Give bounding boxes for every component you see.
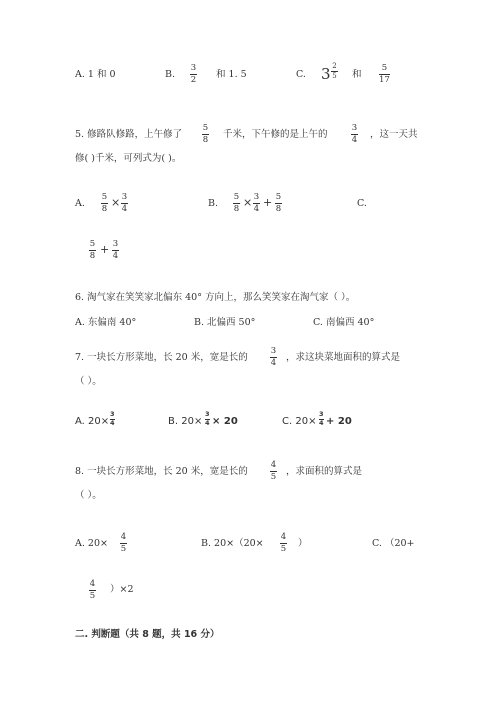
numerator: 3 bbox=[351, 123, 358, 133]
q4-option-b-fraction bbox=[190, 64, 197, 85]
numerator: 3 bbox=[205, 410, 210, 418]
q7-option-a: A. 20× bbox=[75, 416, 110, 427]
q4-option-c-fraction bbox=[331, 63, 338, 80]
q8-option-b: B. 20×（20× bbox=[201, 538, 264, 549]
denominator: 4 bbox=[253, 204, 260, 214]
q7-text-part2: ，求这块菜地面积的算式是 bbox=[286, 352, 401, 363]
q8-fraction bbox=[270, 461, 277, 482]
denominator: 4 bbox=[112, 251, 119, 261]
q8-answer-blank: （ ）。 bbox=[75, 490, 102, 501]
q5-option-b-frac-1 bbox=[233, 193, 240, 214]
numerator: 5 bbox=[89, 239, 96, 249]
q8-option-c: C. （20+ bbox=[372, 538, 415, 549]
denominator: 8 bbox=[202, 135, 209, 145]
section-heading: 二. 判断题（共 8 题，共 16 分） bbox=[75, 629, 220, 640]
denominator: 17 bbox=[379, 75, 390, 85]
denominator: 4 bbox=[110, 419, 115, 427]
q5-text-part3: ，这一天共 bbox=[370, 129, 418, 140]
q4-option-c-fraction-2 bbox=[379, 64, 390, 85]
numerator: 5 bbox=[233, 192, 240, 202]
q5-option-a-frac-2 bbox=[121, 193, 128, 214]
q8-option-c-fraction bbox=[89, 580, 96, 601]
q8-option-a: A. 20× bbox=[75, 538, 108, 549]
q5-option-b-label: B. bbox=[208, 198, 219, 209]
numerator: 3 bbox=[319, 410, 324, 418]
q4-option-c-label: C. bbox=[296, 69, 306, 80]
denominator: 5 bbox=[120, 544, 127, 554]
denominator: 4 bbox=[205, 419, 210, 427]
numerator: 3 bbox=[190, 63, 197, 73]
q8-text-part1: 8. 一块长方形菜地，长 20 米，宽是长的 bbox=[75, 466, 248, 477]
q5-option-c-label: C. bbox=[357, 198, 367, 209]
q5-fraction-1 bbox=[202, 124, 209, 145]
q8-option-b-fraction bbox=[280, 533, 287, 554]
q6-option-c: C. 南偏西 40° bbox=[313, 317, 375, 328]
numerator: 3 bbox=[121, 192, 128, 202]
numerator: 5 bbox=[202, 123, 209, 133]
q7-option-b-fraction bbox=[205, 411, 210, 427]
q5-text-part2: 千米，下午修的是上午的 bbox=[223, 129, 328, 140]
numerator: 5 bbox=[381, 63, 388, 73]
denominator: 8 bbox=[233, 204, 240, 214]
q5-text-line2: 修( )千米，可列式为( )。 bbox=[75, 153, 182, 164]
q5-option-a-label: A. bbox=[75, 198, 85, 209]
q6-option-a: A. 东偏南 40° bbox=[75, 317, 137, 328]
q5-text-part1: 5. 修路队修路，上午修了 bbox=[75, 129, 183, 140]
q4-option-b-label: B. bbox=[165, 69, 176, 80]
q7-option-c: C. 20× bbox=[282, 416, 317, 427]
q7-option-c-tail: + 20 bbox=[326, 416, 352, 427]
numerator: 4 bbox=[270, 460, 277, 470]
q7-option-b: B. 20× bbox=[168, 416, 203, 427]
numerator: 4 bbox=[89, 579, 96, 589]
q8-option-a-fraction bbox=[120, 533, 127, 554]
numerator: 4 bbox=[120, 532, 127, 542]
q7-fraction bbox=[270, 347, 277, 368]
q5-option-c-frac-1 bbox=[89, 240, 96, 261]
q5-option-b-frac-2 bbox=[253, 193, 260, 214]
q4-option-b-tail: 和 1. 5 bbox=[216, 69, 247, 80]
q5-option-b-op-2: + bbox=[263, 196, 273, 209]
denominator: 4 bbox=[270, 358, 277, 368]
q6-text: 6. 淘气家在笑笑家北偏东 40° 方向上，那么笑笑家在淘气家（ ）。 bbox=[75, 292, 356, 303]
q7-option-b-tail: × 20 bbox=[212, 416, 238, 427]
q8-option-b-tail: ） bbox=[298, 538, 308, 549]
denominator: 4 bbox=[351, 135, 358, 145]
q5-fraction-2 bbox=[351, 124, 358, 145]
numerator: 5 bbox=[101, 192, 108, 202]
q5-option-b-op-1: × bbox=[243, 196, 253, 209]
q4-option-c-whole: 3 bbox=[321, 65, 331, 83]
denominator: 4 bbox=[121, 204, 128, 214]
q8-option-c-tail: ）×2 bbox=[110, 584, 134, 595]
q5-option-a-op: × bbox=[111, 196, 121, 209]
numerator: 4 bbox=[280, 532, 287, 542]
numerator: 3 bbox=[112, 239, 119, 249]
denominator: 8 bbox=[101, 204, 108, 214]
denominator: 5 bbox=[89, 591, 96, 601]
q7-option-a-fraction bbox=[110, 411, 115, 427]
q7-option-c-fraction bbox=[319, 411, 324, 427]
numerator: 2 bbox=[332, 62, 337, 70]
q5-option-a-frac-1 bbox=[101, 193, 108, 214]
numerator: 5 bbox=[275, 192, 282, 202]
numerator: 3 bbox=[110, 410, 115, 418]
denominator: 5 bbox=[280, 544, 287, 554]
denominator: 2 bbox=[190, 75, 197, 85]
q4-option-c-and: 和 bbox=[352, 69, 362, 80]
q5-option-b-frac-3 bbox=[275, 193, 282, 214]
q5-option-c-frac-2 bbox=[112, 240, 119, 261]
denominator: 5 bbox=[332, 72, 337, 80]
q4-option-a: A. 1 和 0 bbox=[75, 69, 116, 80]
denominator: 4 bbox=[319, 419, 324, 427]
denominator: 8 bbox=[275, 204, 282, 214]
denominator: 8 bbox=[89, 251, 96, 261]
denominator: 5 bbox=[270, 472, 277, 482]
q7-answer-blank: （ ）。 bbox=[75, 376, 102, 387]
q7-text-part1: 7. 一块长方形菜地，长 20 米，宽是长的 bbox=[75, 352, 248, 363]
numerator: 3 bbox=[270, 346, 277, 356]
numerator: 3 bbox=[253, 192, 260, 202]
q5-option-c-op: + bbox=[100, 243, 110, 256]
q8-text-part2: ，求面积的算式是 bbox=[286, 466, 363, 477]
q6-option-b: B. 北偏西 50° bbox=[194, 317, 256, 328]
